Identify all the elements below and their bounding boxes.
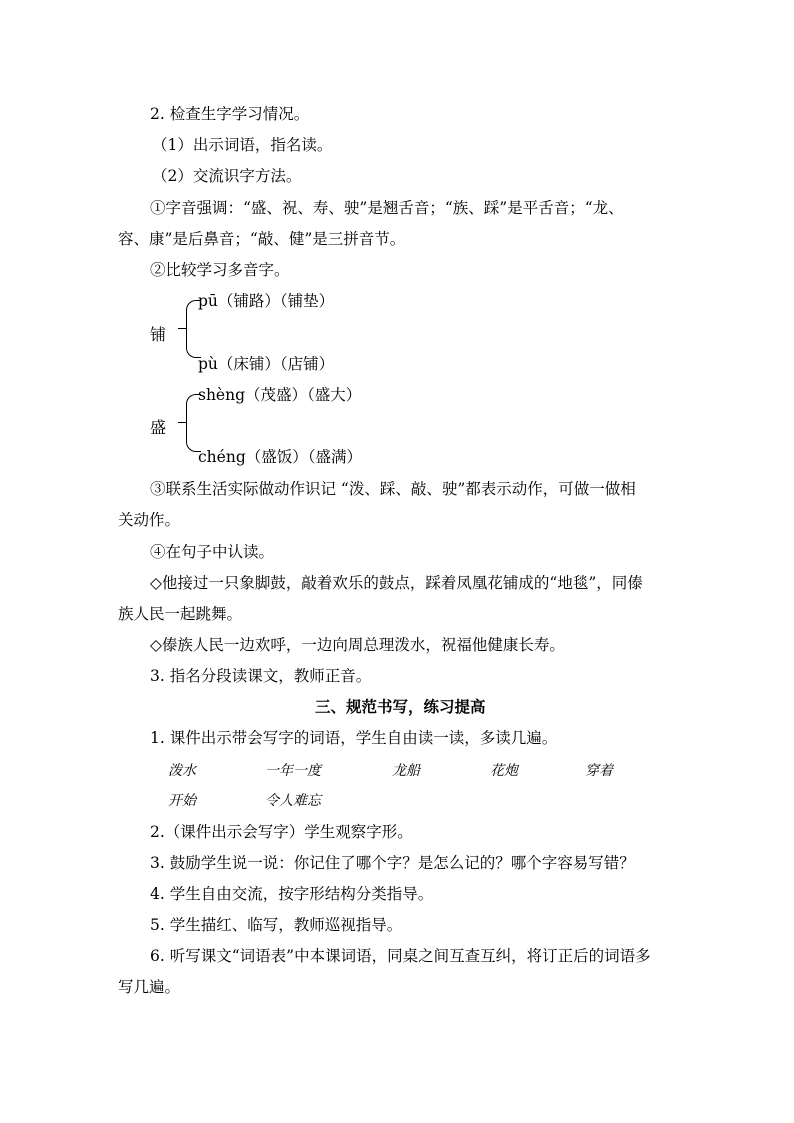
- line-sentence-1a: ◇他接过一只象脚鼓，敲着欢乐的鼓点，踩着凤凰花铺成的“地毯”，同傣: [150, 574, 643, 592]
- line-polyphone-title: ②比较学习多音字。: [150, 261, 290, 279]
- word-item: 令人难忘: [265, 793, 321, 809]
- line-sentence-1b: 族人民一起跳舞。: [118, 605, 243, 623]
- line-step-6a: 6. 听写课文“词语表”中本课词语，同桌之间互查互纠，将订正后的词语多: [150, 947, 651, 965]
- word-item: 花炮: [490, 763, 518, 779]
- line-show-words: （1）出示词语，指名读。: [152, 136, 333, 154]
- line-step-3: 3. 鼓励学生说一说：你记住了哪个字？是怎么记的？哪个字容易写错？: [150, 854, 635, 872]
- line-step-4: 4. 学生自由交流，按字形结构分类指导。: [150, 885, 434, 903]
- line-read-sections: 3. 指名分段读课文，教师正音。: [150, 667, 372, 685]
- word-item: 龙船: [392, 763, 420, 779]
- line-read-in-sentence: ④在句子中认读。: [150, 543, 275, 561]
- polyphone-char-sheng: 盛: [150, 418, 167, 437]
- word-item: 泼水: [168, 763, 196, 779]
- polyphone-reading-bottom: chéng（盛饭）（盛满）: [198, 448, 362, 466]
- line-step-5: 5. 学生描红、临写，教师巡视指导。: [150, 916, 403, 934]
- word-item: 一年一度: [265, 763, 321, 779]
- section-heading: 三、规范书写，练习提高: [315, 698, 486, 716]
- line-pronunciation-1: ①字音强调：“盛、祝、寿、驶”是翘舌音；“族、踩”是平舌音；“龙、: [150, 199, 624, 217]
- line-pronunciation-2: 容、康”是后鼻音；“敲、健”是三拼音节。: [118, 230, 406, 248]
- line-exchange-methods: （2）交流识字方法。: [152, 167, 302, 185]
- polyphone-reading-top: pū（铺路）（铺垫）: [198, 292, 335, 310]
- line-step-1: 1. 课件出示带会写字的词语，学生自由读一读，多读几遍。: [150, 729, 558, 747]
- brace-tip: [178, 328, 186, 329]
- line-sentence-2: ◇傣族人民一边欢呼，一边向周总理泼水，祝福他健康长寿。: [150, 636, 565, 654]
- polyphone-char-pu: 铺: [150, 325, 167, 344]
- line-step-6b: 写几遍。: [118, 978, 181, 996]
- word-item: 开始: [168, 793, 196, 809]
- polyphone-reading-bottom: pù（床铺）（店铺）: [198, 355, 335, 373]
- line-action-2: 关动作。: [118, 511, 181, 529]
- line-action-1: ③联系生活实际做动作识记 “泼、踩、敲、驶”都表示动作，可做一做相: [150, 480, 636, 498]
- line-check-chars: 2. 检查生字学习情况。: [150, 105, 310, 123]
- brace-tip: [178, 422, 186, 423]
- word-item: 穿着: [585, 763, 613, 779]
- line-step-2: 2.（课件出示会写字）学生观察字形。: [150, 823, 413, 841]
- polyphone-reading-top: shèng（茂盛）（盛大）: [198, 386, 362, 404]
